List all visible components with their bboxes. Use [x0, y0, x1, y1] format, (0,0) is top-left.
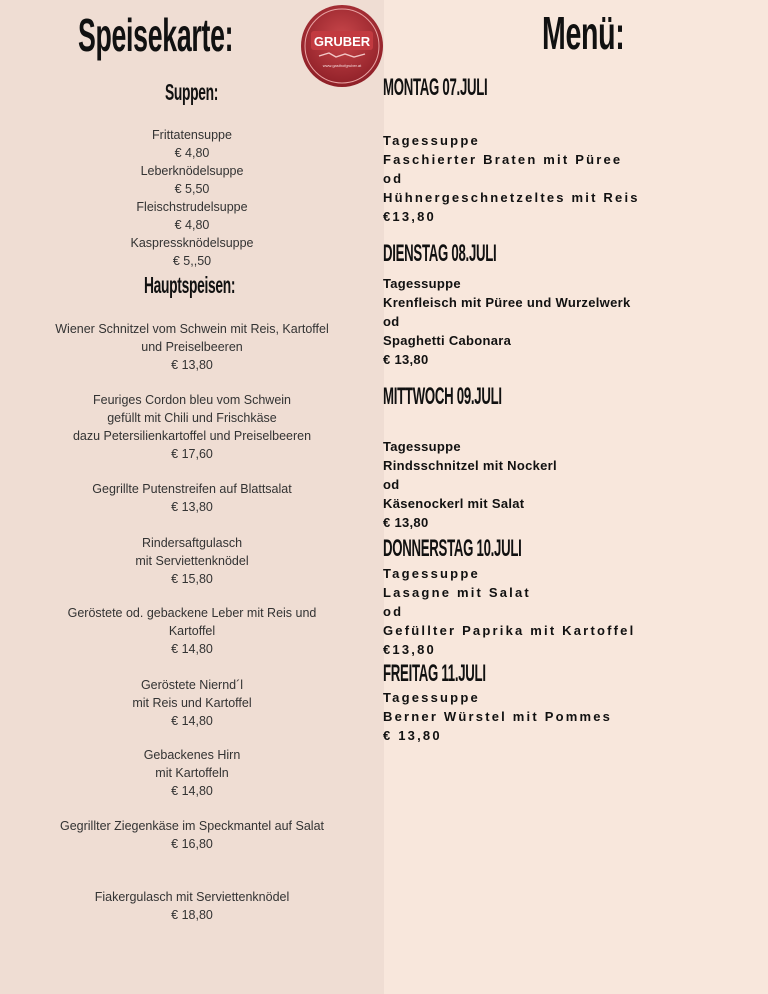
dish-name-line: dazu Petersilienkartoffel und Preiselbeeren [72, 429, 312, 443]
menu-card-title: Speisekarte: [78, 9, 234, 61]
dish-name-line: Gebackenes Hirn [143, 748, 241, 762]
day-menu [383, 274, 631, 369]
soup-price: € 4,80 [174, 146, 210, 160]
main-dish-item [0, 391, 384, 463]
soups-heading: Suppen: [165, 79, 219, 105]
day-or: od [383, 604, 404, 619]
dish-name-line: gefüllt mit Chili und Frischkäse [107, 411, 277, 425]
dish-name-line: Geröstete Niernd´l [140, 678, 244, 692]
day-soup: Tagessuppe [383, 276, 461, 291]
day-heading: DIENSTAG 08.JULI [383, 240, 497, 267]
dish-name-line: mit Kartoffeln [155, 766, 229, 780]
day-dish-1: Krenfleisch mit Püree und Wurzelwerk [383, 295, 631, 310]
day-price: € 13,80 [383, 728, 442, 743]
day-menu [383, 688, 612, 745]
dish-price: € 15,80 [171, 572, 213, 586]
logo-name: GRUBER [313, 34, 371, 49]
dish-name-line: mit Serviettenknödel [135, 554, 249, 568]
soup-name: Fleischstrudelsuppe [136, 200, 248, 214]
day-or: od [383, 477, 400, 492]
day-dish-2: Hühnergeschnetzeltes mit Reis [383, 190, 640, 205]
day-dish-1: Rindsschnitzel mit Nockerl [383, 458, 557, 473]
dish-name-line: Geröstete od. gebackene Leber mit Reis und [67, 606, 317, 620]
weekly-menu-title: Menü: [542, 7, 625, 59]
day-price: €13,80 [383, 642, 436, 657]
dish-name-line: und Preiselbeeren [141, 340, 243, 354]
dish-name-line: Wiener Schnitzel vom Schwein mit Reis, Kartoffel [55, 322, 329, 336]
day-dish-2: Gefüllter Paprika mit Kartoffel [383, 623, 636, 638]
soup-name: Frittatensuppe [152, 128, 232, 142]
soup-price: € 5,50 [174, 182, 210, 196]
main-dish-item [0, 888, 384, 924]
dish-name-line: Feuriges Cordon bleu vom Schwein [92, 393, 292, 407]
day-or: od [383, 171, 404, 186]
gruber-logo [299, 4, 385, 88]
soups-list [0, 126, 384, 270]
day-soup: Tagessuppe [383, 133, 480, 148]
day-price: €13,80 [383, 209, 436, 224]
day-heading: MONTAG 07.JULI [383, 74, 488, 101]
dish-name-line: Kartoffel [168, 624, 216, 638]
dish-name-line: Gegrillte Putenstreifen auf Blattsalat [92, 482, 292, 496]
soup-price: € 4,80 [174, 218, 210, 232]
day-soup: Tagessuppe [383, 690, 480, 705]
dish-name-line: Rindersaftgulasch [141, 536, 243, 550]
dish-price: € 13,80 [171, 358, 213, 372]
day-dish-1: Lasagne mit Salat [383, 585, 531, 600]
dish-price: € 13,80 [171, 500, 213, 514]
day-menu [383, 437, 557, 532]
dish-price: € 18,80 [171, 908, 213, 922]
main-dish-item [0, 604, 384, 658]
main-dish-item [0, 676, 384, 730]
day-price: € 13,80 [383, 352, 429, 367]
dish-price: € 14,80 [171, 784, 213, 798]
main-dish-item [0, 746, 384, 800]
logo-tagline: www.gasthofgruber.at [322, 63, 362, 68]
dish-price: € 14,80 [171, 714, 213, 728]
day-dish-1: Faschierter Braten mit Püree [383, 152, 623, 167]
day-dish-2: Käsenockerl mit Salat [383, 496, 525, 511]
dish-name-line: Fiakergulasch mit Serviettenknödel [94, 890, 290, 904]
soup-name: Kaspressknödelsuppe [130, 236, 254, 250]
main-dish-item [0, 480, 384, 516]
day-soup: Tagessuppe [383, 566, 480, 581]
day-dish-1: Berner Würstel mit Pommes [383, 709, 613, 724]
day-heading: MITTWOCH 09.JULI [383, 383, 502, 410]
day-or: od [383, 314, 400, 329]
day-heading: DONNERSTAG 10.JULI [383, 535, 522, 562]
dish-name-line: mit Reis und Kartoffel [132, 696, 252, 710]
main-dish-item [0, 534, 384, 588]
soup-price: € 5,,50 [172, 254, 212, 268]
dish-price: € 14,80 [171, 642, 213, 656]
main-dish-item [0, 817, 384, 853]
day-menu [383, 564, 635, 659]
dish-price: € 17,60 [171, 447, 213, 461]
day-soup: Tagessuppe [383, 439, 461, 454]
mains-heading: Hauptspeisen: [144, 272, 236, 298]
day-heading: FREITAG 11.JULI [383, 660, 486, 687]
day-price: € 13,80 [383, 515, 429, 530]
soup-name: Leberknödelsuppe [140, 164, 244, 178]
day-dish-2: Spaghetti Cabonara [383, 333, 512, 348]
dish-price: € 16,80 [171, 837, 213, 851]
day-menu [383, 131, 640, 226]
main-dish-item [0, 320, 384, 374]
dish-name-line: Gegrillter Ziegenkäse im Speckmantel auf Salat [59, 819, 324, 833]
